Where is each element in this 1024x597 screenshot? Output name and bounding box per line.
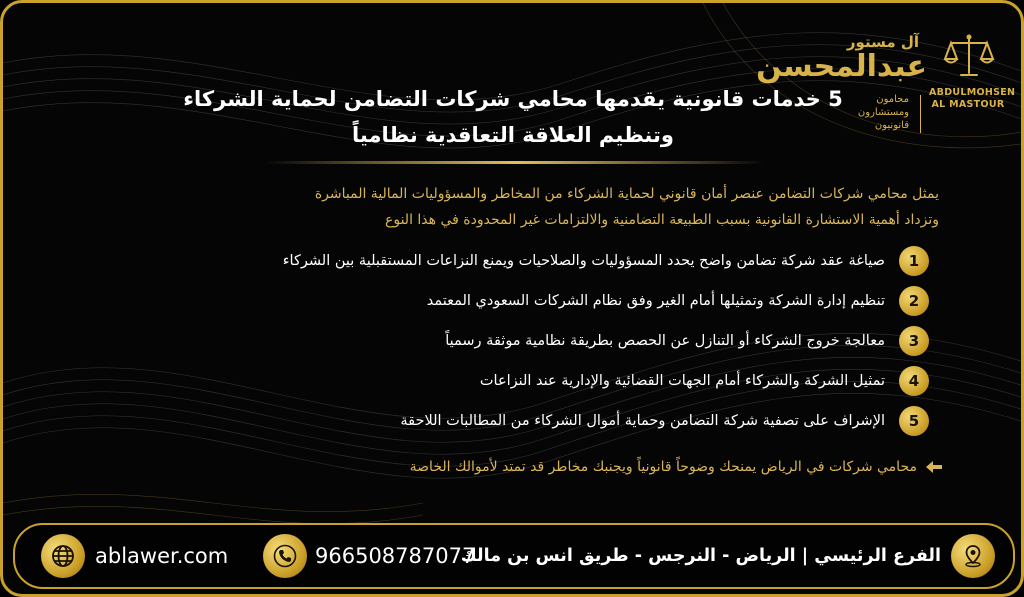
location-pin-icon — [960, 543, 986, 569]
intro-line1: يمثل محامي شركات التضامن عنصر أمان قانوني لحماية الشركاء من المخاطر والمسؤوليات المالية المباشرة — [314, 186, 939, 202]
contact-bar — [13, 523, 1015, 589]
phone-link[interactable] — [263, 533, 475, 579]
logo-divider — [920, 95, 921, 133]
logo-en-line2: AL MASTOUR — [931, 99, 1005, 110]
closing-note — [410, 459, 943, 475]
number-badge: 1 — [899, 246, 929, 276]
logo-english-name — [929, 87, 1016, 111]
list-item — [169, 281, 929, 321]
logo-arabic-top: آل مستور — [846, 33, 919, 51]
title-line2: وتنظيم العلاقة التعاقدية نظامياً — [352, 123, 674, 147]
phone-text[interactable]: 966508787077 — [315, 544, 476, 568]
phone-icon-badge — [263, 534, 307, 578]
location-icon-badge — [951, 534, 995, 578]
address-text: الفرع الرئيسي | الرياض - النرجس - طريق انس بن مالك — [460, 546, 941, 566]
number-badge: 4 — [899, 366, 929, 396]
list-item — [169, 361, 929, 401]
intro-line2: وتزداد أهمية الاستشارة القانونية بسبب الطبيعة التضامنية والالتزامات غير المحدودة في هذا النوع — [385, 212, 939, 228]
globe-icon — [50, 543, 76, 569]
services-list — [169, 241, 929, 441]
service-text: صياغة عقد شركة تضامن واضح يحدد المسؤوليات والصلاحيات ويمنع النزاعات المستقبلية بين الشركاء — [282, 253, 885, 269]
list-item — [169, 321, 929, 361]
scales-of-justice-icon — [943, 31, 995, 81]
logo-sub-line1: محامون — [876, 94, 909, 105]
title-line1: 5 خدمات قانونية يقدمها محامي شركات التضامن لحماية الشركاء — [183, 87, 843, 111]
number-badge: 3 — [899, 326, 929, 356]
website-text[interactable]: ablawer.com — [95, 544, 229, 568]
logo-en-line1: ABDULMOHSEN — [929, 87, 1016, 98]
list-item — [169, 401, 929, 441]
title-divider — [265, 161, 765, 164]
service-text: تمثيل الشركة والشركاء أمام الجهات القضائية والإدارية عند النزاعات — [479, 373, 885, 389]
intro-text — [183, 181, 939, 233]
website-link[interactable] — [41, 533, 228, 579]
globe-icon-badge — [41, 534, 85, 578]
logo-sub-line2: ومستشارون — [857, 107, 909, 118]
logo-arabic-sub — [839, 93, 909, 132]
logo-arabic-main: عبدالمحسن — [756, 49, 927, 84]
arrow-left-icon — [925, 460, 943, 474]
brand-logo — [756, 17, 1016, 139]
phone-icon — [272, 543, 298, 569]
service-text: الإشراف على تصفية شركة التضامن وحماية أموال الشركاء من المطالبات اللاحقة — [400, 413, 885, 429]
logo-sub-line3: قانونيون — [874, 120, 909, 131]
address-info — [461, 533, 995, 579]
number-badge: 5 — [899, 406, 929, 436]
page-title — [183, 81, 843, 153]
service-text: معالجة خروج الشركاء أو التنازل عن الحصص بطريقة نظامية موثقة رسمياً — [445, 333, 885, 349]
number-badge: 2 — [899, 286, 929, 316]
closing-note-text: محامي شركات في الرياض يمنحك وضوحاً قانونياً ويجنبك مخاطر قد تمتد لأموالك الخاصة — [409, 459, 917, 475]
service-text: تنظيم إدارة الشركة وتمثيلها أمام الغير وفق نظام الشركات السعودي المعتمد — [426, 293, 885, 309]
list-item — [169, 241, 929, 281]
